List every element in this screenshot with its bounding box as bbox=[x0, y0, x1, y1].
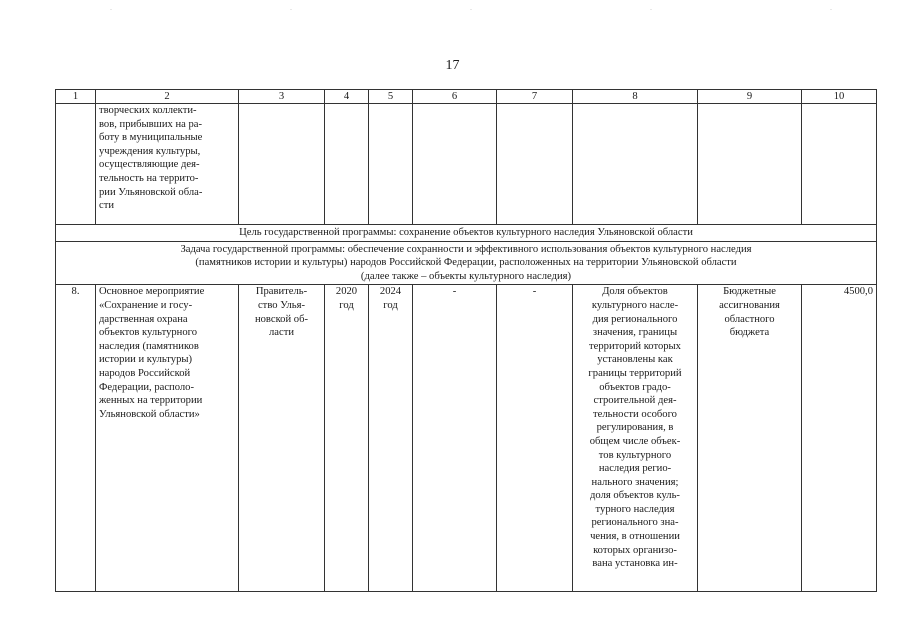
table-row-continuation bbox=[56, 104, 877, 225]
header-col-3: 3 bbox=[239, 90, 325, 104]
cell-empty bbox=[56, 104, 96, 225]
cell-funding-source: Бюджетные ассигнования областного бюджета bbox=[698, 285, 802, 592]
cell-amount: 4500,0 bbox=[802, 285, 877, 592]
cell-empty bbox=[802, 104, 877, 225]
cell-start-year: 2020 год bbox=[325, 285, 369, 592]
header-col-9: 9 bbox=[698, 90, 802, 104]
cell-empty bbox=[239, 104, 325, 225]
cell-empty bbox=[369, 104, 413, 225]
task-row bbox=[56, 241, 877, 285]
header-col-6: 6 bbox=[413, 90, 497, 104]
header-col-8: 8 bbox=[573, 90, 698, 104]
table-row-8 bbox=[56, 285, 877, 592]
cell-executor: Правитель- ство Улья- новской об- ласти bbox=[239, 285, 325, 592]
cell-empty bbox=[497, 104, 573, 225]
cell-col6-dash: - bbox=[413, 285, 497, 592]
program-task: Задача государственной программы: обеспечение сохранности и эффективного использования объектов культурного наследия (памятников истории и культуры) народов Российской Федерации, расположенных на территории Ульяновской области (далее также – объекты культурного наследия) bbox=[56, 241, 877, 285]
cell-row-number: 8. bbox=[56, 285, 96, 592]
program-goal: Цель государственной программы: сохранение объектов культурного наследия Ульяновской области bbox=[56, 225, 877, 242]
cell-indicators: Доля объектов культурного насле- дия регионального значения, границы территорий которых установлены как границы территорий объектов градо- строительной дея- тельности особого регулирования, в общем числе объек- тов культурного наследия регио- нального значения; доля объектов куль- турного наследия регионального зна- чения, в отношении которых организо- вана установка ин- bbox=[573, 285, 698, 592]
cell-empty bbox=[325, 104, 369, 225]
header-col-7: 7 bbox=[497, 90, 573, 104]
cell-continuation-text: творческих коллекти- вов, прибывших на ра- боту в муниципальные учреждения культуры, осуществляющие дея- тельность на террито- рии Ульяновской обла- сти bbox=[96, 104, 239, 225]
header-row bbox=[56, 90, 877, 104]
cell-empty bbox=[573, 104, 698, 225]
header-col-5: 5 bbox=[369, 90, 413, 104]
cell-end-year: 2024 год bbox=[369, 285, 413, 592]
page-number: 17 bbox=[445, 58, 460, 73]
cell-empty bbox=[413, 104, 497, 225]
scan-noise bbox=[0, 9, 905, 10]
header-col-1: 1 bbox=[56, 90, 96, 104]
goal-row bbox=[56, 225, 877, 242]
header-col-10: 10 bbox=[802, 90, 877, 104]
cell-col7-dash: - bbox=[497, 285, 573, 592]
program-table bbox=[55, 89, 877, 592]
cell-empty bbox=[698, 104, 802, 225]
header-col-4: 4 bbox=[325, 90, 369, 104]
header-col-2: 2 bbox=[96, 90, 239, 104]
cell-activity-name: Основное мероприятие «Сохранение и госу- дарственная охрана объектов культурного наследия (памятников истории и культуры) народов Российской Федерации, располо- женных на территории Ульяновской области» bbox=[96, 285, 239, 592]
